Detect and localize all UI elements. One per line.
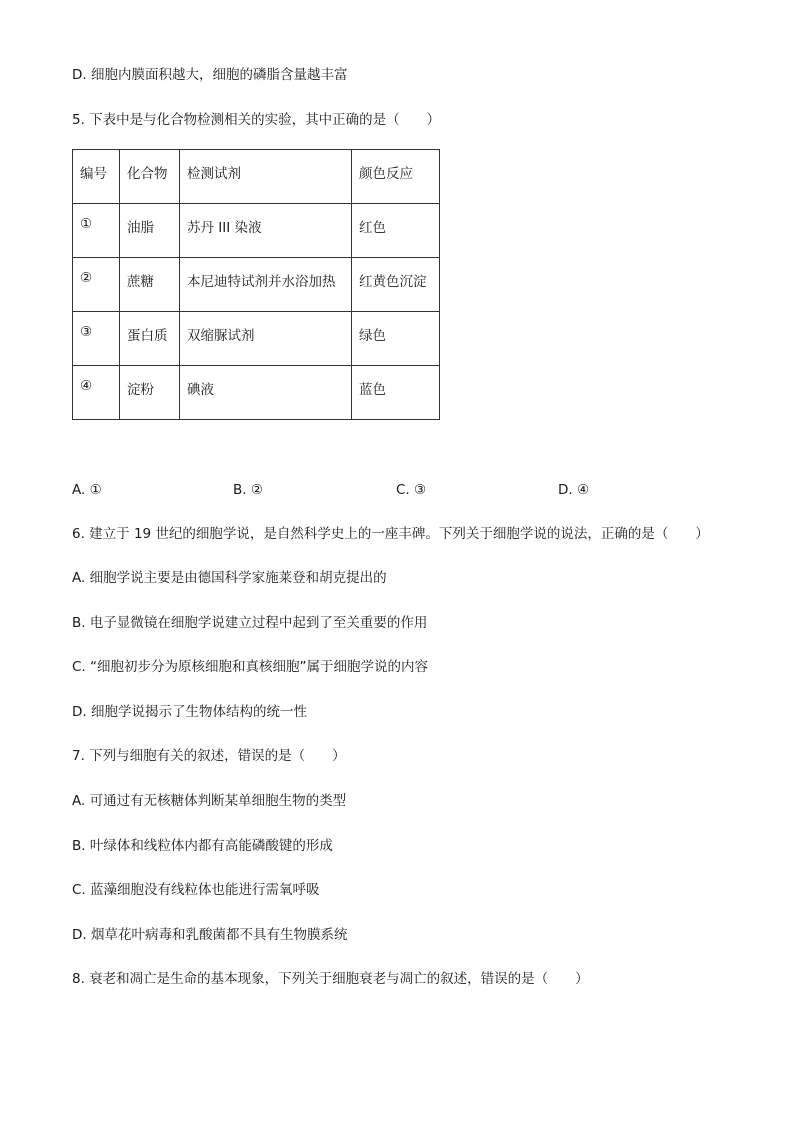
table-cell: ②: [73, 258, 120, 312]
q7-option-b: B. 叶绿体和线粒体内都有高能磷酸键的形成: [72, 838, 333, 854]
table-row: [73, 366, 440, 420]
table-cell: ③: [73, 312, 120, 366]
table-row: [73, 258, 440, 312]
q5-option-c: C. ③: [396, 482, 427, 498]
table-cell: 绿色: [352, 312, 440, 366]
q6-option-a: A. 细胞学说主要是由德国科学家施莱登和胡克提出的: [72, 570, 387, 586]
table-cell: 双缩脲试剂: [180, 312, 352, 366]
table-cell: 蓝色: [352, 366, 440, 420]
q5-option-a: A. ①: [72, 482, 102, 498]
header-cell: 检测试剂: [180, 150, 352, 204]
header-cell: 颜色反应: [352, 150, 440, 204]
q5-table: [72, 149, 440, 420]
header-cell: 编号: [73, 150, 120, 204]
q5-option-b: B. ②: [233, 482, 263, 498]
q8-stem: 8. 衰老和凋亡是生命的基本现象，下列关于细胞衰老与凋亡的叙述，错误的是（ ）: [72, 971, 589, 987]
table-cell: 红黄色沉淀: [352, 258, 440, 312]
q7-option-c: C. 蓝藻细胞没有线粒体也能进行需氧呼吸: [72, 882, 320, 898]
table-cell: ④: [73, 366, 120, 420]
q4-option-d: D. 细胞内膜面积越大，细胞的磷脂含量越丰富: [72, 67, 348, 83]
q6-option-b: B. 电子显微镜在细胞学说建立过程中起到了至关重要的作用: [72, 615, 428, 631]
q6-stem: 6. 建立于 19 世纪的细胞学说，是自然科学史上的一座丰碑。下列关于细胞学说的说法，正确的是（ ）: [72, 526, 709, 542]
table-cell: 蛋白质: [120, 312, 180, 366]
q5-option-d: D. ④: [558, 482, 590, 498]
q7-stem: 7. 下列与细胞有关的叙述，错误的是（ ）: [72, 748, 346, 764]
q7-option-a: A. 可通过有无核糖体判断某单细胞生物的类型: [72, 793, 347, 809]
q5-stem: 5. 下表中是与化合物检测相关的实验，其中正确的是（ ）: [72, 112, 441, 128]
table-cell: 油脂: [120, 204, 180, 258]
table-cell: 碘液: [180, 366, 352, 420]
header-cell: 化合物: [120, 150, 180, 204]
table-cell: 蔗糖: [120, 258, 180, 312]
table-cell: 红色: [352, 204, 440, 258]
table-row: [73, 312, 440, 366]
table-cell: 本尼迪特试剂并水浴加热: [180, 258, 352, 312]
table-header-row: [73, 150, 440, 204]
q7-option-d: D. 烟草花叶病毒和乳酸菌都不具有生物膜系统: [72, 927, 348, 943]
table-cell: ①: [73, 204, 120, 258]
q6-option-c: C. “细胞初步分为原核细胞和真核细胞”属于细胞学说的内容: [72, 659, 428, 675]
table-row: [73, 204, 440, 258]
table-cell: 苏丹 III 染液: [180, 204, 352, 258]
table-cell: 淀粉: [120, 366, 180, 420]
q6-option-d: D. 细胞学说揭示了生物体结构的统一性: [72, 704, 307, 720]
